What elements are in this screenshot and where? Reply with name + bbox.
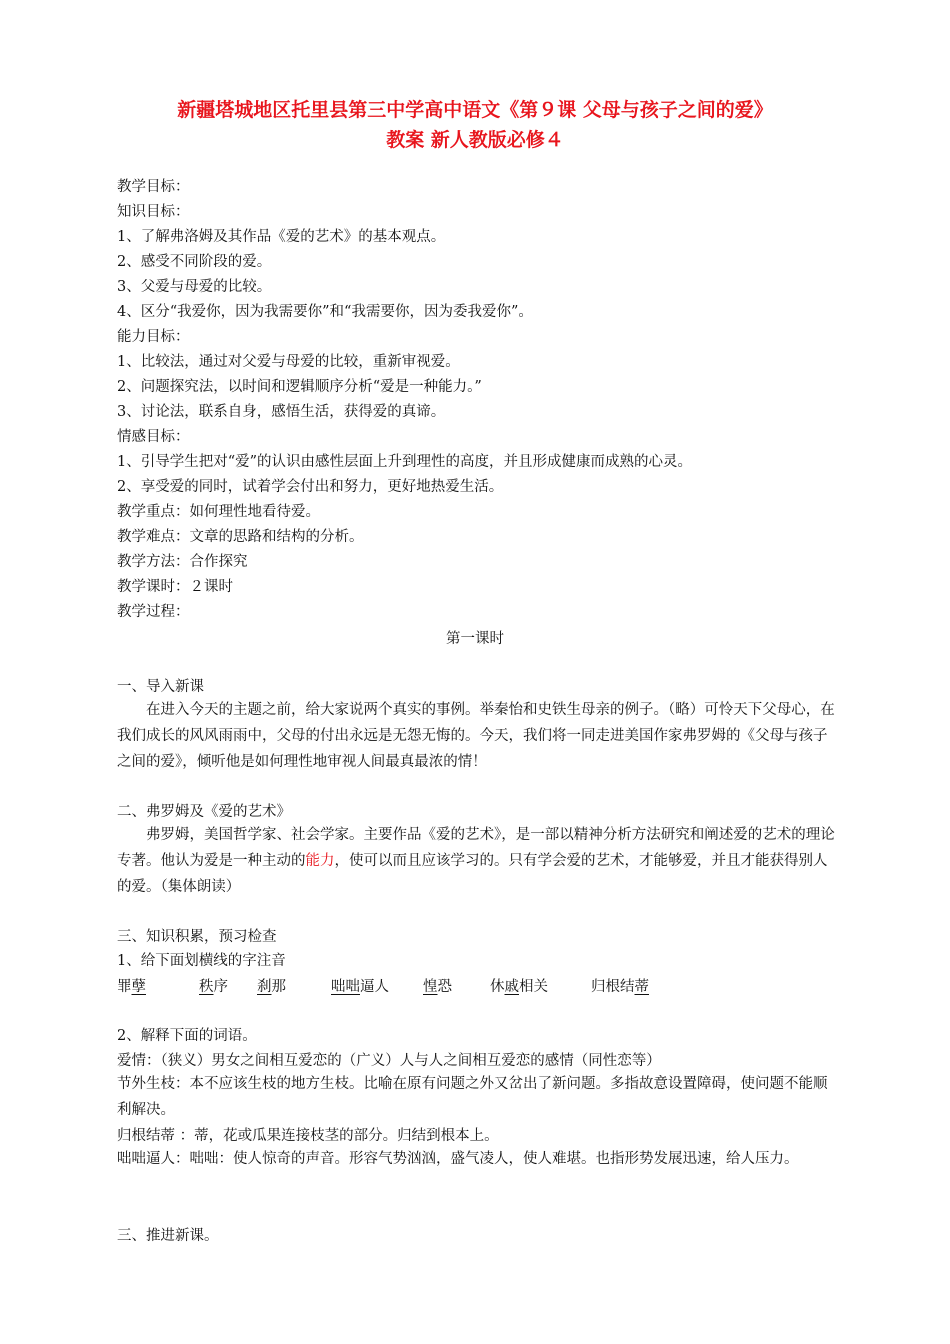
pinyin-word: 惶恐 (423, 979, 452, 995)
ability-item: 3、讨论法，联系自身，感悟生活，获得爱的真谛。 (117, 404, 446, 420)
section-1-heading: 一、导入新课 (117, 679, 204, 695)
pinyin-word-row (117, 975, 837, 997)
knowledge-item: 3、父爱与母爱的比较。 (117, 279, 272, 295)
key-point: 教学重点：如何理性地看待爱。 (117, 504, 320, 520)
definition-item: 归根结蒂 ：蒂，花或瓜果连接枝茎的部分。归结到根本上。 (117, 1128, 499, 1144)
definition-item: 咄咄逼人：咄咄：使人惊奇的声音。形容气势汹汹，盛气凌人，使人难堪。也指形势发展迅速，给人压力。 (117, 1151, 799, 1167)
emotion-heading: 情感目标： (117, 429, 190, 445)
pinyin-word: 刹那 (257, 979, 286, 995)
pinyin-word: 归根结蒂 (591, 979, 649, 995)
knowledge-item: 1、了解弗洛姆及其作品《爱的艺术》的基本观点。 (117, 229, 446, 245)
section-2-highlight: 能力 (305, 853, 335, 869)
ability-item: 1、比较法，通过对父爱与母爱的比较，重新审视爱。 (117, 354, 460, 370)
process-heading: 教学过程： (117, 604, 190, 620)
difficulty: 教学难点：文章的思路和结构的分析。 (117, 529, 364, 545)
document-title-line-1: 新疆塔城地区托里县第三中学高中语文《第９课 父母与孩子之间的爱》 (177, 99, 773, 121)
ability-heading: 能力目标： (117, 329, 190, 345)
pinyin-word: 秩序 (199, 979, 228, 995)
section-2-heading: 二、弗罗姆及《爱的艺术》 (117, 804, 291, 820)
knowledge-heading: 知识目标： (117, 204, 190, 220)
section-2-text-b: ，使可以而且应该学习的。只有学会爱的艺术，才能够爱，并且才能获得别人的爱。（集体朗读） (117, 853, 828, 895)
definition-item: 爱情：（狭义）男女之间相互爱恋的（广义）人与人之间相互爱恋的感情（同性恋等） (117, 1053, 661, 1069)
lesson-heading: 第一课时 (446, 631, 504, 647)
goals-heading: 教学目标： (117, 179, 190, 195)
definitions-task: 2、解释下面的词语。 (117, 1028, 257, 1044)
ability-item: 2、问题探究法，以时间和逻辑顺序分析“爱是一种能力。” (117, 379, 482, 395)
knowledge-item: 4、区分“我爱你，因为我需要你”和“我需要你，因为委我爱你”。 (117, 304, 533, 320)
pinyin-word: 罪孽 (117, 979, 146, 995)
emotion-item: 1、引导学生把对“爱”的认识由感性层面上升到理性的高度，并且形成健康而成熟的心灵。 (117, 454, 693, 470)
section-1-body: 在进入今天的主题之前，给大家说两个真实的事例。举秦怡和史铁生母亲的例子。（略）可怜天下父母心，在我们成长的风风雨雨中，父母的付出永远是无怨无悔的。今天，我们将一同走进美国作家弗罗姆的《父母与孩子之间的爱》，倾听他是如何理性地审视人间最真最浓的情！ (117, 702, 835, 770)
pinyin-word: 休戚相关 (490, 979, 548, 995)
section-3-heading: 三、知识积累，预习检查 (117, 929, 277, 945)
pinyin-task: 1、给下面划横线的字注音 (117, 953, 286, 969)
teaching-method: 教学方法：合作探究 (117, 554, 248, 570)
section-2-body (117, 822, 837, 900)
section-2-text-a: 弗罗姆，美国哲学家、社会学家。主要作品《爱的艺术》，是一部以精神分析方法研究和阐述爱的艺术的理论专著。他认为爱是一种主动的 (117, 827, 835, 869)
emotion-item: 2、享受爱的同时，试着学会付出和努力，更好地热爱生活。 (117, 479, 504, 495)
section-4-heading: 三、推进新课。 (117, 1228, 219, 1244)
knowledge-item: 2、感受不同阶段的爱。 (117, 254, 272, 270)
definition-item: 节外生枝：本不应该生枝的地方生枝。比喻在原有问题之外又岔出了新问题。多指故意设置障碍，使问题不能顺利解决。 (117, 1076, 828, 1118)
class-hours: 教学课时：２课时 (117, 579, 233, 595)
document-title-line-2: 教案 新人教版必修４ (386, 129, 564, 151)
pinyin-word: 咄咄逼人 (331, 979, 389, 995)
